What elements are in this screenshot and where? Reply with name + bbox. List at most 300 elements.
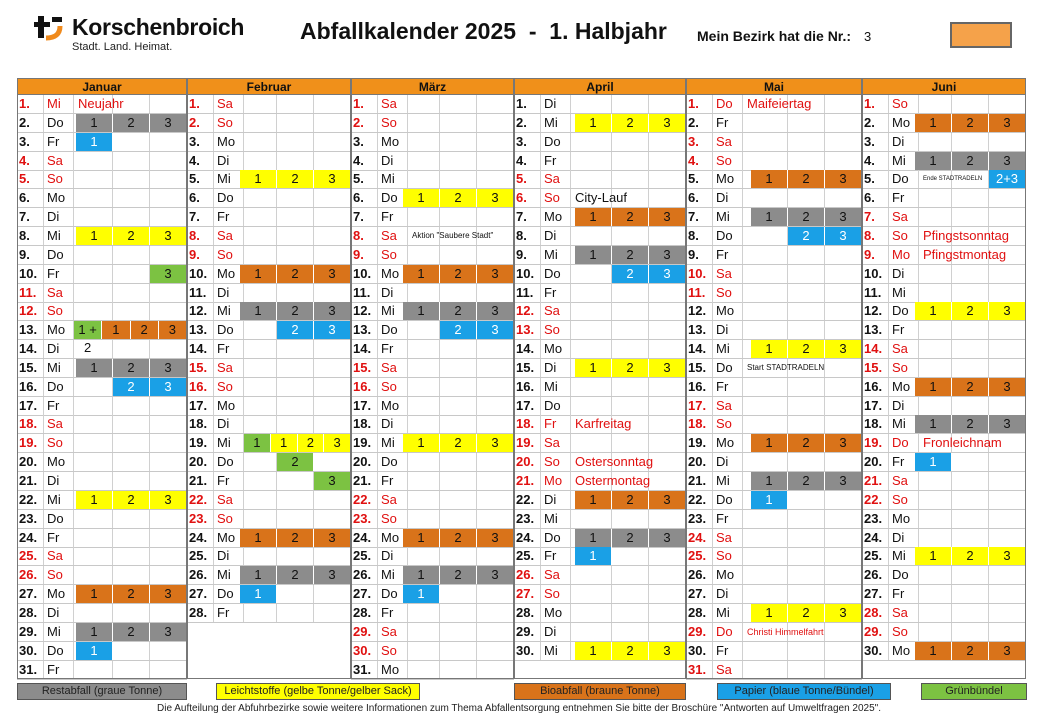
day-row <box>686 227 862 246</box>
day-row <box>17 453 187 472</box>
day-number: 28. <box>862 604 889 622</box>
bin-slot <box>825 302 862 320</box>
day-row <box>686 378 862 397</box>
bin-slot <box>440 95 477 113</box>
collection-grey: 2 <box>612 246 649 264</box>
bin-slot <box>915 566 952 584</box>
bin-slot <box>477 453 514 471</box>
collection-grey: 2 <box>440 566 477 584</box>
weekday: Mi <box>44 359 74 377</box>
collection-grey: 2 <box>440 302 477 320</box>
day-row <box>514 302 686 321</box>
bin-slot <box>952 284 989 302</box>
day-number: 29. <box>686 623 713 641</box>
bin-slot <box>952 529 989 547</box>
day-row <box>17 529 187 548</box>
day-number: 7. <box>351 208 378 226</box>
collection-yellow: 3 <box>649 642 686 660</box>
collection-blue: 2 <box>277 321 314 339</box>
bin-slot <box>649 547 686 565</box>
bin-slot <box>788 133 825 151</box>
bin-slot <box>825 453 862 471</box>
day-number: 26. <box>187 566 214 584</box>
bin-slot <box>612 547 649 565</box>
bin-slot <box>277 378 314 396</box>
bin-slot <box>825 189 862 207</box>
day-number: 23. <box>514 510 541 528</box>
day-number: 28. <box>686 604 713 622</box>
bin-slot <box>403 453 440 471</box>
bin-slot <box>788 378 825 396</box>
bin-slot <box>240 604 277 622</box>
day-number: 14. <box>17 340 44 358</box>
bin-slot <box>477 284 514 302</box>
bin-slot <box>76 510 113 528</box>
day-number: 20. <box>862 453 889 471</box>
collection-brown: 2 <box>952 642 989 660</box>
day-number: 26. <box>686 566 713 584</box>
day-number: 25. <box>862 547 889 565</box>
bin-slot <box>440 472 477 490</box>
bin-slot <box>575 133 612 151</box>
bin-slot <box>825 95 862 113</box>
weekday: Sa <box>889 340 919 358</box>
bin-slot <box>649 170 686 188</box>
weekday: Di <box>378 415 408 433</box>
day-number: 3. <box>187 133 214 151</box>
day-row <box>17 170 187 189</box>
weekday: Mo <box>378 265 408 283</box>
bin-slot <box>989 265 1026 283</box>
collection-grey: 1 <box>915 415 952 433</box>
day-row <box>187 604 351 623</box>
bin-slot <box>440 133 477 151</box>
bin-slot <box>403 359 440 377</box>
collection-brown: 2 <box>277 529 314 547</box>
bin-slot <box>575 95 612 113</box>
day-number: 16. <box>514 378 541 396</box>
day-number: 30. <box>514 642 541 660</box>
day-row <box>187 208 351 227</box>
bin-slot <box>915 529 952 547</box>
weekday: Di <box>889 529 919 547</box>
collection-blue: 1 <box>915 453 952 471</box>
bin-slot <box>277 359 314 377</box>
weekday: So <box>214 510 244 528</box>
day-row <box>187 302 351 321</box>
day-row <box>686 585 862 604</box>
day-row <box>17 491 187 510</box>
day-number: 4. <box>187 152 214 170</box>
day-number: 18. <box>686 415 713 433</box>
day-number: 8. <box>187 227 214 245</box>
day-row <box>862 510 1026 529</box>
bin-slot <box>825 246 862 264</box>
korschenbroich-logo-icon <box>34 14 64 44</box>
day-number: 12. <box>686 302 713 320</box>
bin-slot <box>612 133 649 151</box>
day-row <box>351 302 514 321</box>
bin-slot <box>440 246 477 264</box>
day-row <box>17 434 187 453</box>
weekday: Do <box>214 585 244 603</box>
weekday: So <box>713 415 743 433</box>
day-number: 4. <box>17 152 44 170</box>
weekday: So <box>44 302 74 320</box>
weekday: Mo <box>214 397 244 415</box>
day-row <box>686 284 862 303</box>
bin-slot <box>952 472 989 490</box>
weekday: Sa <box>378 359 408 377</box>
day-row <box>187 265 351 284</box>
bin-slot <box>751 302 788 320</box>
bin-slot <box>989 133 1026 151</box>
bin-slot <box>240 359 277 377</box>
month-header: Februar <box>187 78 351 95</box>
day-row <box>862 642 1026 661</box>
bin-slot <box>989 453 1026 471</box>
collection-yellow: 1 <box>915 302 952 320</box>
weekday: Mi <box>378 434 408 452</box>
day-row <box>862 114 1026 133</box>
weekday: Fr <box>44 265 74 283</box>
weekday: Do <box>541 265 571 283</box>
weekday: Fr <box>214 208 244 226</box>
weekday: Mo <box>713 566 743 584</box>
bin-slot <box>150 340 187 358</box>
collection-yellow: 1 <box>403 434 440 452</box>
day-number: 5. <box>686 170 713 188</box>
bin-slot <box>825 585 862 603</box>
bin-slot <box>240 284 277 302</box>
month-header: Mai <box>686 78 862 95</box>
day-number: 24. <box>514 529 541 547</box>
weekday: Sa <box>541 566 571 584</box>
weekday: Sa <box>713 397 743 415</box>
weekday: Mo <box>889 510 919 528</box>
bin-slot <box>403 114 440 132</box>
month-header: Januar <box>17 78 187 95</box>
bin-slot <box>403 170 440 188</box>
bin-slot <box>76 152 113 170</box>
bin-slot <box>989 208 1026 226</box>
bin-slot <box>952 397 989 415</box>
weekday: So <box>44 434 74 452</box>
bin-slot <box>440 547 477 565</box>
day-row <box>17 302 187 321</box>
bin-slot <box>477 623 514 641</box>
bin-slot <box>403 397 440 415</box>
day-number: 4. <box>514 152 541 170</box>
collection-grey: 2 <box>277 566 314 584</box>
collection-brown: 3 <box>477 265 514 283</box>
day-number: 6. <box>17 189 44 207</box>
day-number: 30. <box>862 642 889 660</box>
weekday: Do <box>44 114 74 132</box>
day-number: 31. <box>17 661 44 679</box>
bin-slot <box>150 133 187 151</box>
day-note: Aktion "Saubere Stadt" <box>412 230 494 240</box>
day-row <box>686 434 862 453</box>
day-number: 18. <box>514 415 541 433</box>
collection-green: 3 <box>150 265 187 283</box>
day-number: 6. <box>187 189 214 207</box>
collection-grey: 3 <box>314 566 351 584</box>
bin-slot <box>612 378 649 396</box>
day-number: 20. <box>351 453 378 471</box>
collection-grey: 3 <box>150 623 187 641</box>
day-row <box>514 95 686 114</box>
day-row <box>862 547 1026 566</box>
bin-slot <box>314 246 351 264</box>
bin-slot <box>240 227 277 245</box>
weekday: So <box>889 359 919 377</box>
weekday: Fr <box>44 661 74 679</box>
weekday: Mo <box>713 302 743 320</box>
bin-slot <box>649 566 686 584</box>
weekday: Sa <box>889 208 919 226</box>
weekday: So <box>889 623 919 641</box>
day-row <box>351 208 514 227</box>
bin-slot <box>751 189 788 207</box>
bin-slot <box>403 642 440 660</box>
collection-grey: 1 <box>403 566 440 584</box>
bin-slot <box>477 397 514 415</box>
bin-slot <box>825 152 862 170</box>
day-row <box>187 529 351 548</box>
bin-slot <box>314 585 351 603</box>
day-row <box>351 340 514 359</box>
bin-slot <box>915 340 952 358</box>
day-number: 24. <box>351 529 378 547</box>
bin-slot <box>440 604 477 622</box>
weekday: Fr <box>713 114 743 132</box>
day-number: 31. <box>351 661 378 679</box>
day-number: 13. <box>187 321 214 339</box>
weekday: Sa <box>44 415 74 433</box>
bin-slot <box>76 265 113 283</box>
bin-slot <box>751 284 788 302</box>
bin-slot <box>440 585 477 603</box>
bin-slot <box>612 623 649 641</box>
bin-slot <box>915 133 952 151</box>
day-number: 7. <box>686 208 713 226</box>
day-row <box>351 133 514 152</box>
weekday: So <box>889 95 919 113</box>
weekday: Di <box>713 453 743 471</box>
day-number: 16. <box>187 378 214 396</box>
bin-slot <box>751 227 788 245</box>
district-number: 3 <box>864 29 872 44</box>
day-number: 5. <box>187 170 214 188</box>
weekday: Sa <box>214 491 244 509</box>
weekday: Di <box>541 227 571 245</box>
day-row <box>514 359 686 378</box>
bin-slot <box>76 453 113 471</box>
weekday: Mo <box>889 642 919 660</box>
day-number: 11. <box>187 284 214 302</box>
weekday: Mi <box>214 170 244 188</box>
bin-slot <box>575 284 612 302</box>
day-number: 28. <box>187 604 214 622</box>
collection-green: 1 <box>244 434 271 452</box>
bin-slot <box>825 529 862 547</box>
day-row <box>351 623 514 642</box>
footer-note: Die Aufteilung der Abfuhrbezirke sowie weitere Informationen zum Thema Abfallentsorgung entnehmen Sie bitte der Broschüre "Antworten auf Umweltfragen 2025". <box>157 703 881 714</box>
day-row <box>514 491 686 510</box>
bin-slot <box>477 340 514 358</box>
day-number: 14. <box>862 340 889 358</box>
bin-slot <box>314 227 351 245</box>
bin-slot <box>240 491 277 509</box>
bin-slot <box>150 415 187 433</box>
day-row <box>686 170 862 189</box>
day-row <box>187 114 351 133</box>
bin-slot <box>277 604 314 622</box>
bin-slot <box>440 114 477 132</box>
collection-yellow: 2 <box>440 434 477 452</box>
day-number: 29. <box>514 623 541 641</box>
weekday: Di <box>44 604 74 622</box>
day-number: 19. <box>686 434 713 452</box>
day-row <box>187 340 351 359</box>
weekday: Di <box>214 415 244 433</box>
weekday: Di <box>44 472 74 490</box>
bin-slot <box>575 340 612 358</box>
day-number: 23. <box>187 510 214 528</box>
bin-slot <box>477 642 514 660</box>
weekday: Mo <box>214 133 244 151</box>
bin-slot <box>788 152 825 170</box>
collection-grey: 2 <box>612 529 649 547</box>
bin-slot <box>612 604 649 622</box>
day-row <box>862 133 1026 152</box>
district-color-box <box>950 22 1012 48</box>
day-row <box>514 114 686 133</box>
bin-slot <box>788 321 825 339</box>
day-row <box>17 547 187 566</box>
day-number: 20. <box>17 453 44 471</box>
day-number: 30. <box>17 642 44 660</box>
day-number: 17. <box>187 397 214 415</box>
day-number: 5. <box>514 170 541 188</box>
weekday: Do <box>713 491 743 509</box>
day-row <box>187 321 351 340</box>
bin-slot <box>989 491 1026 509</box>
collection-blue: 2 <box>113 378 150 396</box>
bin-slot <box>952 95 989 113</box>
month-header: März <box>351 78 514 95</box>
day-row <box>862 302 1026 321</box>
weekday: Mi <box>713 472 743 490</box>
bin-slot <box>314 189 351 207</box>
weekday: Do <box>44 642 74 660</box>
bin-slot <box>989 189 1026 207</box>
collection-brown: 3 <box>649 208 686 226</box>
weekday: Do <box>44 510 74 528</box>
day-row <box>351 95 514 114</box>
collection-brown: 2 <box>113 585 150 603</box>
bin-slot <box>477 246 514 264</box>
day-number: 8. <box>17 227 44 245</box>
bin-slot <box>76 284 113 302</box>
day-row <box>514 378 686 397</box>
weekday: Mi <box>44 227 74 245</box>
collection-brown: 3 <box>825 170 862 188</box>
weekday: Fr <box>541 284 571 302</box>
weekday: Do <box>541 529 571 547</box>
collection-yellow: 1 <box>240 170 277 188</box>
bin-slot <box>915 491 952 509</box>
day-row <box>514 604 686 623</box>
day-row <box>686 95 862 114</box>
day-row <box>686 510 862 529</box>
collection-yellow: 3 <box>825 604 862 622</box>
day-row <box>17 208 187 227</box>
bin-slot <box>649 152 686 170</box>
day-number: 4. <box>862 152 889 170</box>
weekday: Do <box>713 359 743 377</box>
day-row <box>686 642 862 661</box>
weekday: So <box>214 114 244 132</box>
day-number: 27. <box>862 585 889 603</box>
bin-slot <box>240 189 277 207</box>
bin-slot <box>314 491 351 509</box>
weekday: Mi <box>713 340 743 358</box>
collection-grey: 3 <box>477 302 514 320</box>
bin-slot <box>575 227 612 245</box>
day-row <box>686 661 862 680</box>
bin-slot <box>440 510 477 528</box>
day-number: 21. <box>17 472 44 490</box>
weekday: Mi <box>214 302 244 320</box>
bin-slot <box>952 189 989 207</box>
day-row <box>862 95 1026 114</box>
weekday: Mi <box>889 152 919 170</box>
day-note: Fronleichnam <box>923 435 1002 451</box>
bin-slot <box>575 170 612 188</box>
bin-slot <box>477 491 514 509</box>
weekday: Sa <box>44 152 74 170</box>
day-number: 6. <box>862 189 889 207</box>
day-row <box>862 453 1026 472</box>
weekday: Sa <box>44 547 74 565</box>
weekday: Di <box>541 623 571 641</box>
bin-slot <box>788 529 825 547</box>
bin-slot <box>825 321 862 339</box>
weekday: Di <box>378 547 408 565</box>
bin-slot <box>113 302 150 320</box>
weekday: Do <box>541 397 571 415</box>
bin-slot <box>788 491 825 509</box>
weekday: Fr <box>44 529 74 547</box>
bin-slot <box>314 378 351 396</box>
day-number: 9. <box>686 246 713 264</box>
day-row <box>862 397 1026 416</box>
day-number: 13. <box>686 321 713 339</box>
collection-grey: 1 <box>575 246 612 264</box>
collection-grey: 1 <box>240 566 277 584</box>
day-number: 18. <box>862 415 889 433</box>
bin-slot <box>751 547 788 565</box>
collection-yellow: 2 <box>277 170 314 188</box>
day-row <box>862 284 1026 303</box>
bin-slot <box>240 246 277 264</box>
day-row <box>686 453 862 472</box>
day-row <box>17 604 187 623</box>
day-number: 19. <box>187 434 214 452</box>
bin-slot <box>575 302 612 320</box>
